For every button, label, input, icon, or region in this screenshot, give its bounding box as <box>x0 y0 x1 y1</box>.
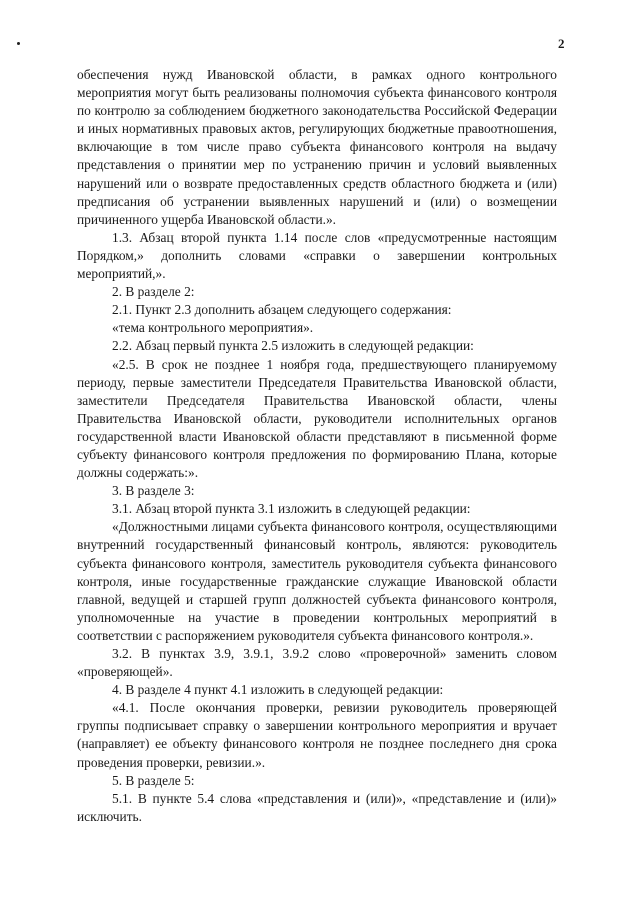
paragraph: «2.5. В срок не позднее 1 ноября года, предшествующего планируемому периоду, первые заместители Председателя Правительства Ивановской области, заместители Председателя Правительства Ивановской области, члены Правительства Ивановской области, руководители исполнительных органов государственной власти Ивановской области представляют в письменной форме субъекту финансового контроля предложения по формированию Плана, которые должны содержать:». <box>77 356 557 481</box>
paragraph: 2.1. Пункт 2.3 дополнить абзацем следующего содержания: <box>112 302 452 318</box>
paragraph: «тема контрольного мероприятия». <box>112 320 314 336</box>
paragraph: 2.2. Абзац первый пункта 2.5 изложить в следующей редакции: <box>112 338 474 354</box>
paragraph: 1.3. Абзац второй пункта 1.14 после слов «предусмотренные настоящим Порядком,» дополнить словами «справки о завершении контрольных мероприятий,». <box>77 229 557 282</box>
paragraph: 3.2. В пунктах 3.9, 3.9.1, 3.9.2 слово «проверочной» заменить словом «проверяющей». <box>77 646 557 680</box>
paragraph: 5.1. В пункте 5.4 слова «представления и (или)», «представление и (или)» исключить. <box>77 790 557 824</box>
section-heading: 2. В разделе 2: <box>112 284 195 300</box>
paragraph: «Должностными лицами субъекта финансового контроля, осуществляющими внутренний государственный финансовый контроль, являются: руководитель субъекта финансового контроля, заместитель руководителя субъекта финансового контроля, иные государственные гражданские служащие Ивановской области главной, ведущей и старшей групп должностей субъекта финансового контроля, уполномоченные на участие в проведении контрольных мероприятий в соответствии с распоряжением руководителя субъекта финансового контроля.». <box>77 519 557 643</box>
page-number: 2 <box>558 36 565 51</box>
paragraph: «4.1. После окончания проверки, ревизии руководитель проверяющей группы подписывает справку о завершении контрольного мероприятия и вручает (направляет) ее объекту финансового контроля не позднее последнего дня срока проведения проверки, ревизии.». <box>77 700 557 770</box>
paragraph: 4. В разделе 4 пункт 4.1 изложить в следующей редакции: <box>112 682 444 698</box>
document-body <box>77 66 557 826</box>
paragraph: 3.1. Абзац второй пункта 3.1 изложить в следующей редакции: <box>112 501 471 517</box>
section-heading: 5. В разделе 5: <box>112 772 195 788</box>
paragraph: обеспечения нужд Ивановской области, в рамках одного контрольного мероприятия могут быть реализованы полномочия субъекта финансового контроля по контролю за соблюдением бюджетного законодательства Российской Федерации и иных нормативных правовых актов, регулирующих бюджетные правоотношения, включающие в том числе право субъекта финансового контроля на выдачу представления о принятии мер по устранению причин и условий выявленных нарушений или о возврате предоставленных средств областного бюджета и (или) предписания об устранении выявленных нарушений и (или) о возмещении причиненного ущерба Ивановской области.». <box>77 67 557 227</box>
section-heading: 3. В разделе 3: <box>112 483 195 499</box>
scan-speck <box>17 42 20 45</box>
